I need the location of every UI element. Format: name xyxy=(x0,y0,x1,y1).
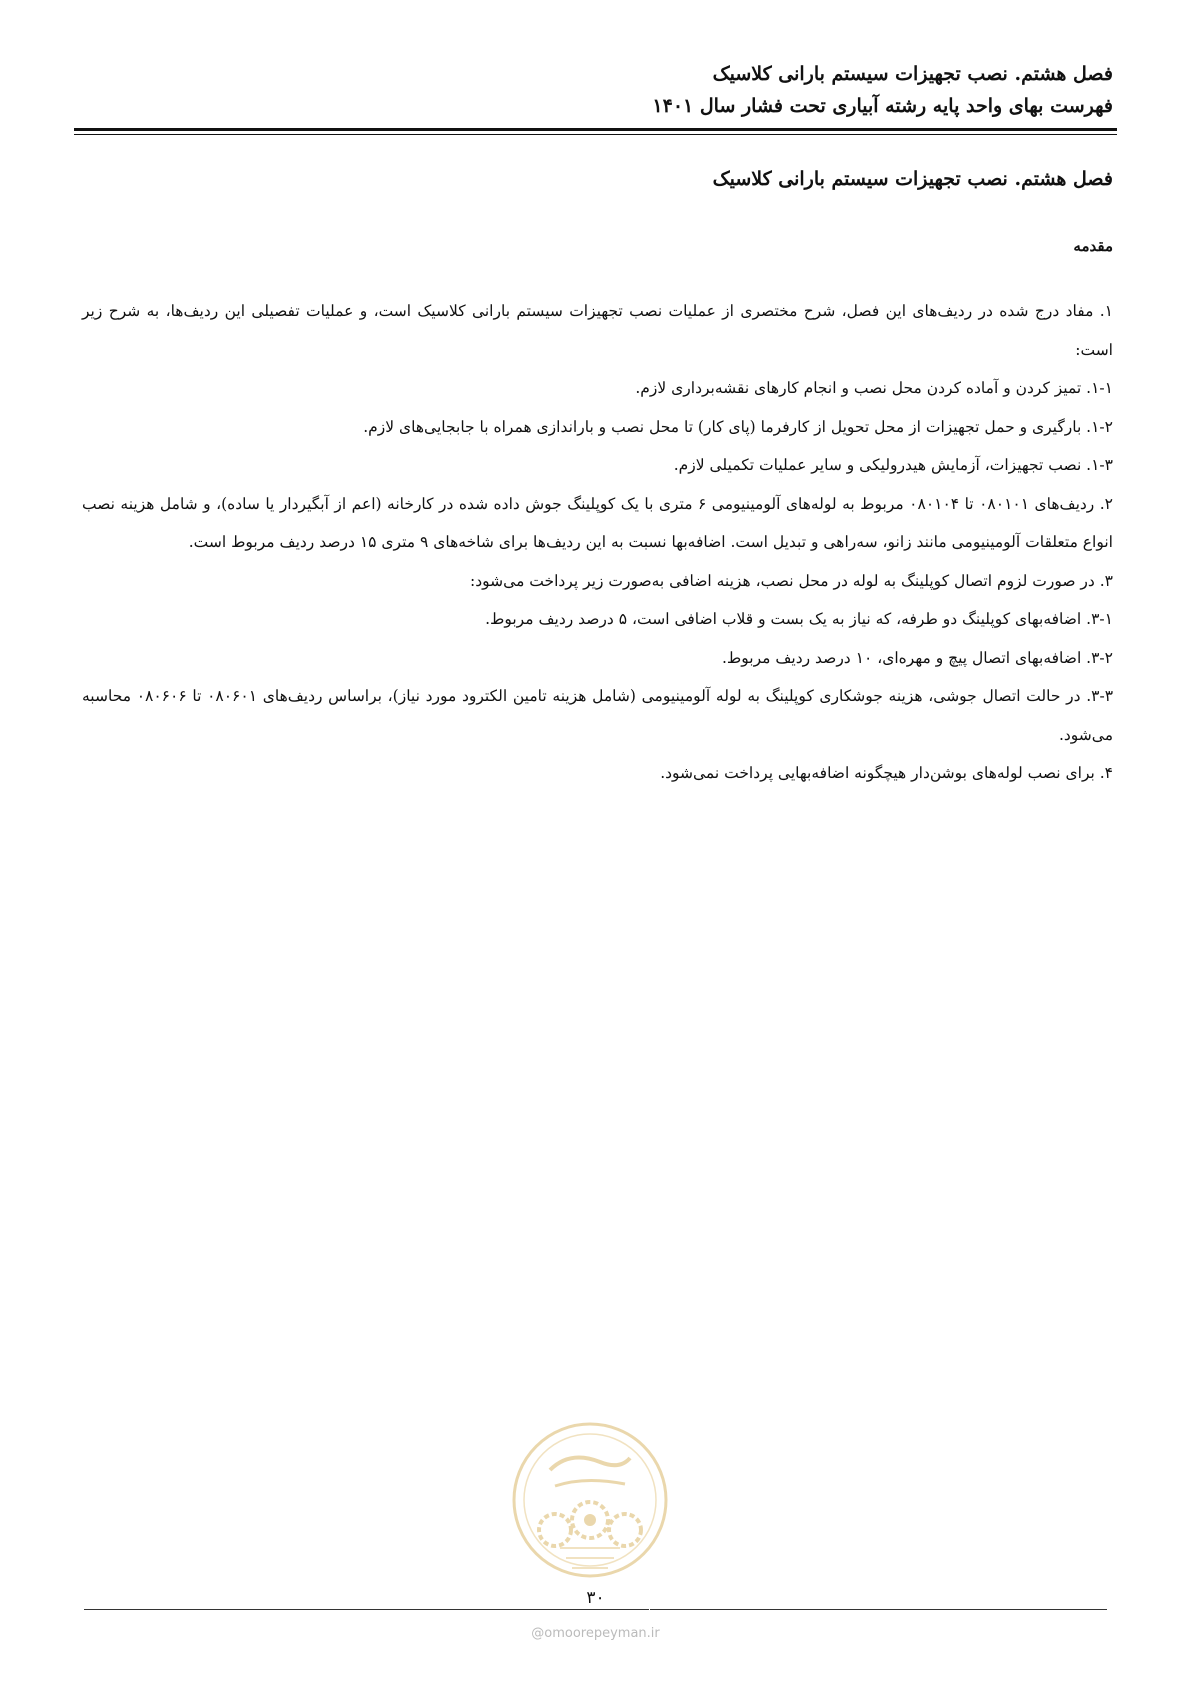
chapter-title: فصل هشتم. نصب تجهیزات سیستم بارانی کلاسیک xyxy=(712,168,1113,190)
header-document-title: فهرست بهای واحد پایه رشته آبیاری تحت فشار سال ۱۴۰۱ xyxy=(652,95,1113,117)
paragraph: ۳. در صورت لزوم اتصال کوپلینگ به لوله در محل نصب، هزینه اضافی به‌صورت زیر پرداخت می‌شود: xyxy=(470,571,1113,590)
paragraph: ۳-۲. اضافه‌بهای اتصال پیچ و مهره‌ای، ۱۰ درصد ردیف مربوط. xyxy=(721,648,1113,667)
watermark-seal-icon xyxy=(510,1420,670,1580)
footer-rule-right xyxy=(650,1609,1107,1610)
paragraph: ۴. برای نصب لوله‌های بوشن‌دار هیچگونه اضافه‌بهایی پرداخت نمی‌شود. xyxy=(660,764,1113,782)
body-text xyxy=(82,292,1113,793)
footer-rule-left xyxy=(84,1609,649,1610)
page-header xyxy=(78,58,1113,122)
watermark-site-text: @omoorepeyman.ir xyxy=(531,1626,660,1641)
paragraph: ۱-۱. تمیز کردن و آماده کردن محل نصب و انجام کارهای نقشه‌برداری لازم. xyxy=(635,379,1113,397)
header-rule-thin xyxy=(74,134,1117,135)
paragraph: ۲. ردیف‌های ۰۸۰۱۰۱ تا ۰۸۰۱۰۴ مربوط به لوله‌های آلومینیومی ۶ متری با یک کوپلینگ جوش داده شده در کارخانه (اعم از آبگیردار یا ساده)، و شامل هزینه نصب انواع متعلقات آلومینیومی مانند زانو، سه‌راهی و تبدیل است. اضافه‌بها نسبت به این ردیف‌ها برای شاخه‌های ۹ متری ۱۵ درصد ردیف مربوط است. xyxy=(82,494,1113,551)
paragraph: ۱-۳. نصب تجهیزات، آزمایش هیدرولیکی و سایر عملیات تکمیلی لازم. xyxy=(673,456,1113,474)
section-title-intro: مقدمه xyxy=(1073,237,1113,255)
header-chapter-title: فصل هشتم. نصب تجهیزات سیستم بارانی کلاسیک xyxy=(712,63,1113,85)
paragraph: ۱-۲. بارگیری و حمل تجهیزات از محل تحویل از کارفرما (پای کار) تا محل نصب و باراندازی همراه با جابجایی‌های لازم. xyxy=(363,417,1113,436)
header-rule-thick xyxy=(74,128,1117,131)
paragraph: ۳-۱. اضافه‌بهای کوپلینگ دو طرفه، که نیاز به یک بست و قلاب اضافی است، ۵ درصد ردیف مربوط. xyxy=(485,610,1113,628)
page-number: ۳۰ xyxy=(586,1588,605,1608)
paragraph: ۱. مفاد درج شده در ردیف‌های این فصل، شرح مختصری از عملیات نصب تجهیزات سیستم بارانی کلاسیک است، و عملیات تفصیلی این ردیف‌ها، به شرح زیر است: xyxy=(82,302,1113,359)
paragraph: ۳-۳. در حالت اتصال جوشی، هزینه جوشکاری کوپلینگ به لوله آلومینیومی (شامل هزینه تامین الکترود مورد نیاز)، براساس ردیف‌های ۰۸۰۶۰۱ تا ۰۸۰۶۰۶ محاسبه می‌شود. xyxy=(82,687,1114,744)
